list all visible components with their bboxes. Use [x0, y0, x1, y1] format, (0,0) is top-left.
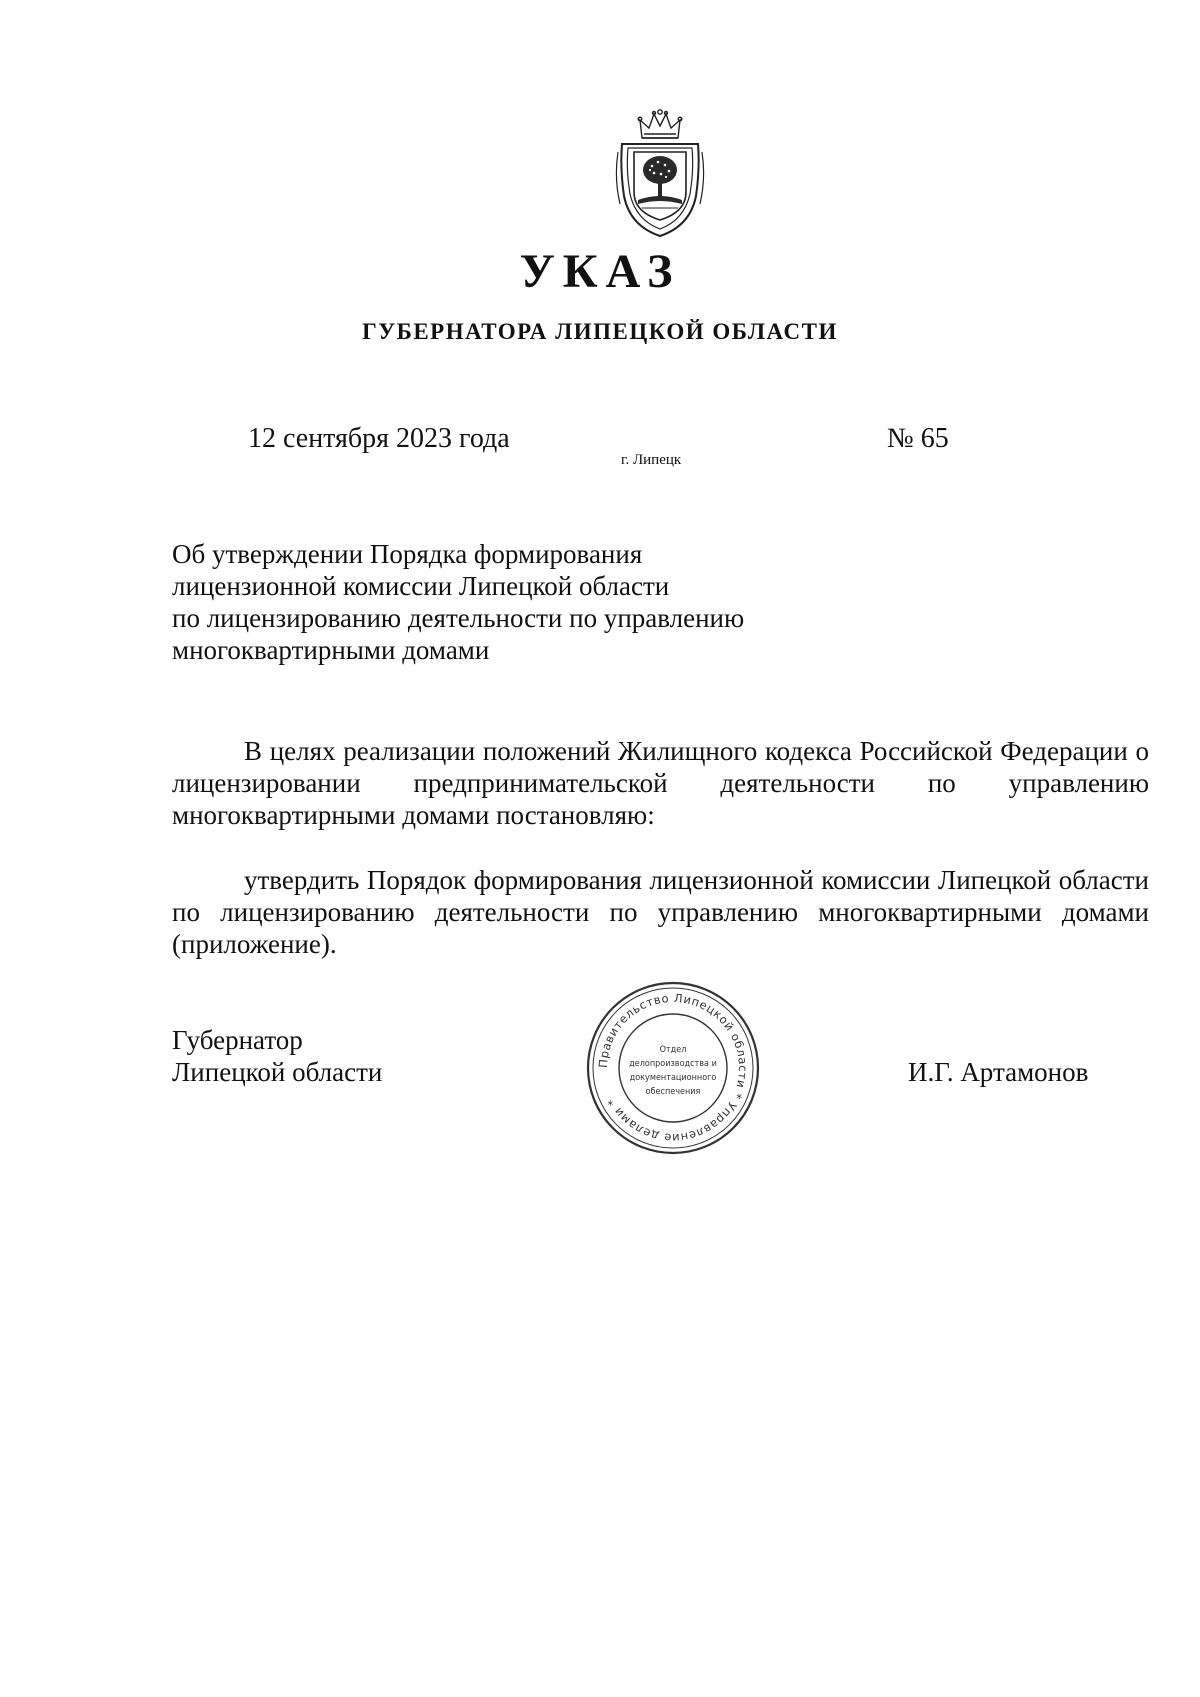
seal-inner-line: Отдел — [659, 1045, 687, 1055]
document-heading — [172, 538, 872, 666]
document-date: 12 сентября 2023 года — [248, 423, 510, 454]
heading-line: многоквартирными домами — [172, 635, 490, 665]
heading-line: лицензионной комиссии Липецкой области — [172, 571, 670, 601]
body-paragraph-decision: утвердить Порядок формирования лицензионной комиссии Липецкой области по лицензированию деятельности по управлению многоквартирными домами (приложение). — [172, 865, 1149, 959]
signer-position-line: Губернатор — [172, 1025, 303, 1055]
heading-line: по лицензированию деятельности по управлению — [172, 603, 745, 633]
official-seal-icon — [585, 980, 761, 1156]
seal-inner-line: делопроизводства и — [629, 1059, 717, 1069]
seal-inner-line: обеспечения — [645, 1087, 701, 1097]
issuer-subtitle: ГУБЕРНАТОРА ЛИПЕЦКОЙ ОБЛАСТИ — [362, 319, 838, 344]
coat-of-arms-icon — [614, 108, 706, 240]
signer-name: И.Г. Артамонов — [908, 1057, 1089, 1087]
heading-line: Об утверждении Порядка формирования — [172, 539, 643, 569]
document-city: г. Липецк — [621, 452, 682, 468]
document-type-title: УКАЗ — [519, 245, 681, 298]
body-paragraph-preamble: В целях реализации положений Жилищного кодекса Российской Федерации о лицензировании предпринимательской деятельности по управлению многоквартирными домами постановляю: — [172, 736, 1149, 830]
seal-outer-text: Правительство Липецкой области * Управление делами * — [595, 990, 751, 1146]
document-number: № 65 — [887, 423, 949, 454]
seal-inner-line: документационного — [629, 1073, 717, 1083]
signer-position-line: Липецкой области — [172, 1057, 383, 1087]
signer-position — [172, 1024, 382, 1088]
